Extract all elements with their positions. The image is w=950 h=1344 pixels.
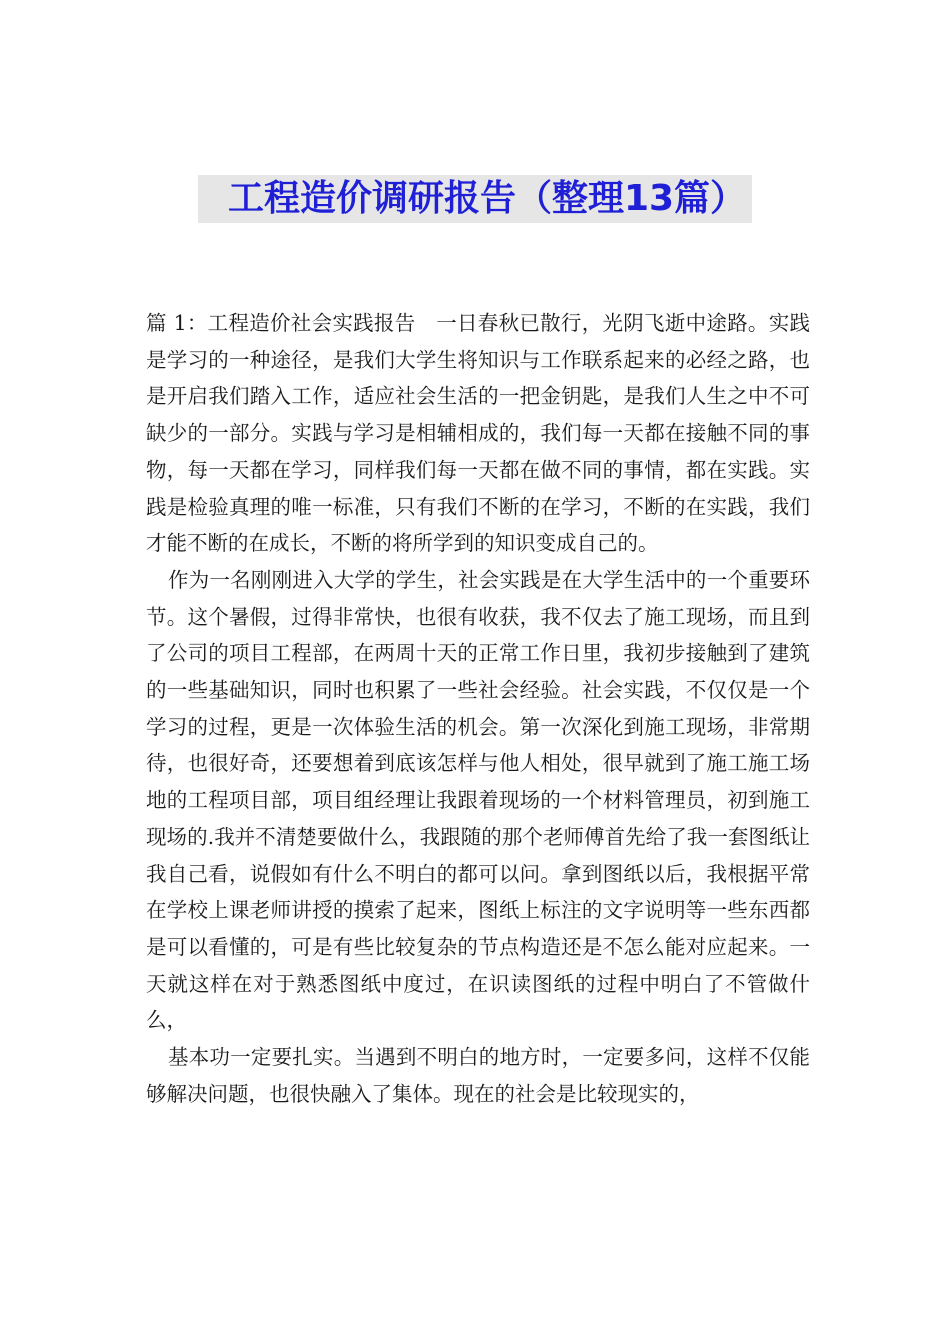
- document-title: 工程造价调研报告（整理13篇）: [198, 175, 752, 223]
- paragraph-3: 基本功一定要扎实。当遇到不明白的地方时，一定要多问，这样不仅能够解决问题，也很快融入了集体。现在的社会是比较现实的，: [146, 1045, 810, 1106]
- paragraph-1: 篇 1：工程造价社会实践报告 一日春秋已散行，光阴飞逝中途路。实践是学习的一种途径，是我们大学生将知识与工作联系起来的必经之路，也是开启我们踏入工作，适应社会生活的一把金钥匙，是我们人生之中不可缺少的一部分。实践与学习是相辅相成的，我们每一天都在接触不同的事物，每一天都在学习，同样我们每一天都在做不同的事情，都在实践。实践是检验真理的唯一标准，只有我们不断的在学习，不断的在实践，我们才能不断的在成长，不断的将所学到的知识变成自己的。: [146, 311, 810, 556]
- title-container: [0, 175, 950, 223]
- paragraph-2: 作为一名刚刚进入大学的学生，社会实践是在大学生活中的一个重要环节。这个暑假，过得非常快，也很有收获，我不仅去了施工现场，而且到了公司的项目工程部，在两周十天的正常工作日里，我初步接触到了建筑的一些基础知识，同时也积累了一些社会经验。社会实践，不仅仅是一个学习的过程，更是一次体验生活的机会。第一次深化到施工现场，非常期待，也很好奇，还要想着到底该怎样与他人相处，很早就到了施工施工场地的工程项目部，项目组经理让我跟着现场的一个材料管理员，初到施工现场的.我并不清楚要做什么，我跟随的那个老师傅首先给了我一套图纸让我自己看，说假如有什么不明白的都可以问。拿到图纸以后，我根据平常在学校上课老师讲授的摸索了起来，图纸上标注的文字说明等一些东西都是可以看懂的，可是有些比较复杂的节点构造还是不怎么能对应起来。一天就这样在对于熟悉图纸中度过，在识读图纸的过程中明白了不管做什么，: [146, 567, 810, 1033]
- document-body: [146, 305, 810, 1112]
